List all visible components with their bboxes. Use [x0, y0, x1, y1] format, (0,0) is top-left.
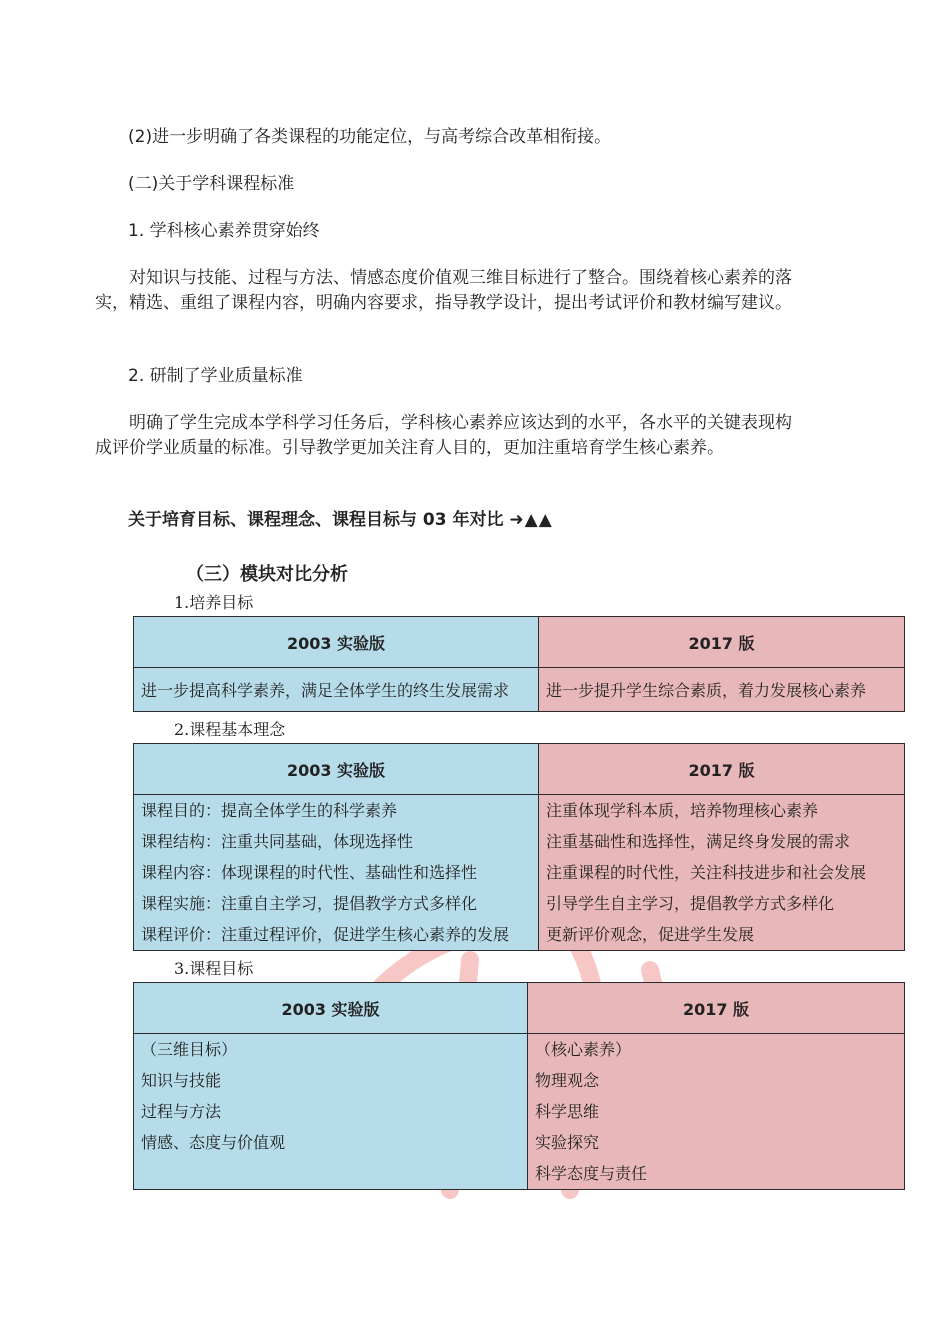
table2-left-line: 课程结构：注重共同基础，体现选择性 — [141, 832, 414, 851]
table2-right-line: 更新评价观念，促进学生发展 — [546, 925, 755, 944]
table3-header-2017: 2017 版 — [528, 983, 905, 1034]
table-basic-philosophy — [133, 743, 905, 951]
table2-header-2003: 2003 实验版 — [134, 744, 539, 795]
table3-header-2003: 2003 实验版 — [134, 983, 528, 1034]
section3-title: （三）模块对比分析 — [186, 564, 348, 585]
comparison-link-text: 关于培育目标、课程理念、课程目标与 03 年对比 — [128, 510, 504, 530]
paragraph-quality-standards: 明确了学生完成本学科学习任务后，学科核心素养应该达到的水平，各水平的关键表现构成评价学业质量的标准。引导教学更加关注育人目的，更加注重培育学生核心素养。 — [95, 413, 792, 458]
table2-cell-2003 — [134, 795, 539, 951]
table2-right-line: 注重体现学科本质，培养物理核心素养 — [546, 801, 819, 820]
table2-right-line: 引导学生自主学习，提倡教学方式多样化 — [546, 894, 835, 913]
table3-right-line: 科学思维 — [535, 1102, 600, 1121]
table3-cell-2017 — [528, 1034, 905, 1190]
subheading-training-goals: 1.培养目标 — [174, 593, 254, 612]
table3-left-line: 过程与方法 — [141, 1102, 222, 1121]
table-training-goals — [133, 616, 905, 712]
table3-right-line: 物理观念 — [535, 1071, 600, 1090]
table-course-goals — [133, 982, 905, 1190]
table3-left-line: （三维目标） — [141, 1040, 238, 1059]
paragraph-function-positioning: (2)进一步明确了各类课程的功能定位，与高考综合改革相衔接。 — [128, 127, 612, 147]
table2-left-line: 课程评价：注重过程评价，促进学生核心素养的发展 — [141, 925, 510, 944]
table1-header-2017: 2017 版 — [539, 617, 905, 668]
table2-right-line: 注重课程的时代性，关注科技进步和社会发展 — [546, 863, 867, 882]
table2-left-line: 课程目的：提高全体学生的科学素养 — [141, 801, 398, 820]
table1-cell-2017: 进一步提升学生综合素质，着力发展核心素养 — [539, 668, 905, 712]
subheading-basic-philosophy: 2.课程基本理念 — [174, 720, 286, 739]
table3-right-line: 实验探究 — [535, 1133, 600, 1152]
arrow-triangles-icon: ➜▲▲ — [509, 510, 553, 530]
heading-core-literacy: 1. 学科核心素养贯穿始终 — [128, 221, 320, 241]
table2-left-line: 课程实施：注重自主学习，提倡教学方式多样化 — [141, 894, 478, 913]
paragraph-core-literacy: 对知识与技能、过程与方法、情感态度价值观三维目标进行了整合。围绕着核心素养的落实，精选、重组了课程内容，明确内容要求，指导教学设计，提出考试评价和教材编写建议。 — [95, 268, 792, 313]
table2-right-line: 注重基础性和选择性，满足终身发展的需求 — [546, 832, 851, 851]
table3-left-line: 知识与技能 — [141, 1071, 222, 1090]
table3-right-line: 科学态度与责任 — [535, 1164, 648, 1183]
table2-left-line: 课程内容：体现课程的时代性、基础性和选择性 — [141, 863, 478, 882]
table2-cell-2017 — [539, 795, 905, 951]
table3-right-line: （核心素养） — [535, 1040, 632, 1059]
heading-subject-standards: (二)关于学科课程标准 — [128, 174, 295, 194]
table3-cell-2003 — [134, 1034, 528, 1190]
subheading-course-goals: 3.课程目标 — [174, 959, 254, 978]
table3-left-line: 情感、态度与价值观 — [141, 1133, 286, 1152]
comparison-link[interactable] — [128, 508, 553, 533]
heading-quality-standards: 2. 研制了学业质量标准 — [128, 366, 303, 386]
table1-header-2003: 2003 实验版 — [134, 617, 539, 668]
table1-cell-2003: 进一步提高科学素养，满足全体学生的终生发展需求 — [134, 668, 539, 712]
table2-header-2017: 2017 版 — [539, 744, 905, 795]
